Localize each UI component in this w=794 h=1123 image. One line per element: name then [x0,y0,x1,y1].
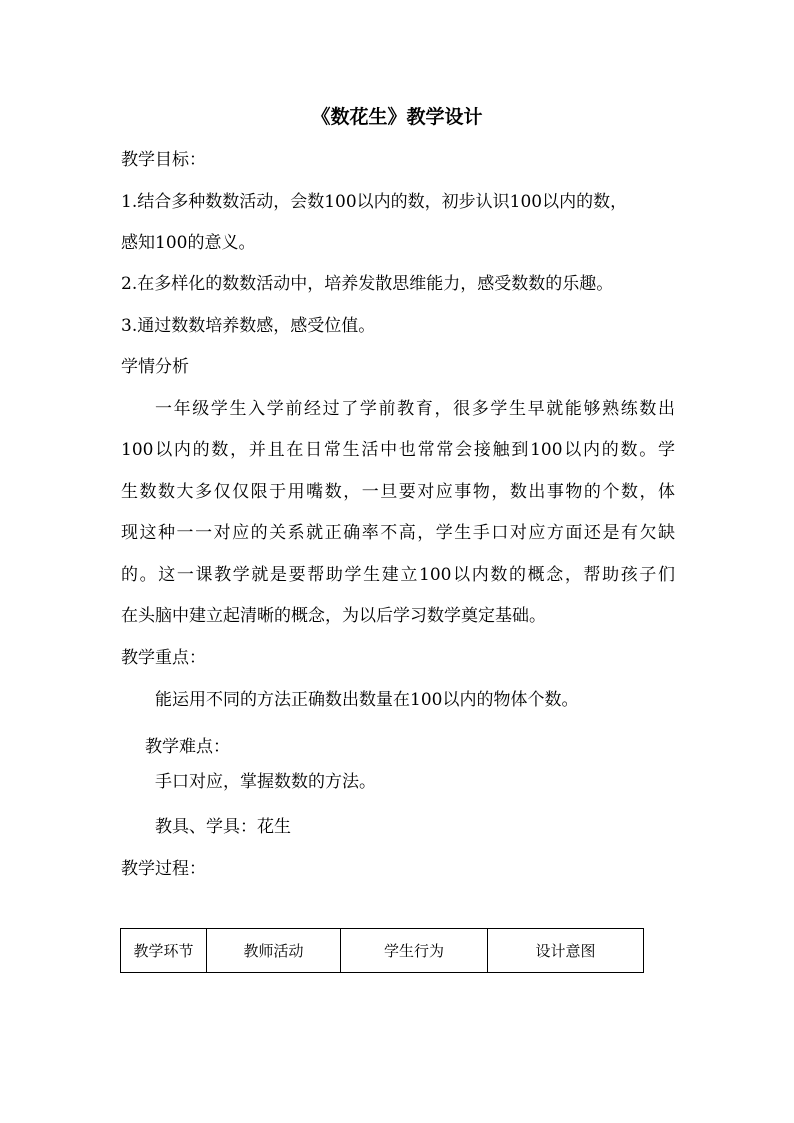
process-heading: 教学过程： [121,859,206,879]
difficulty-heading: 教学难点： [145,737,230,757]
objective-item-1-line-2: 感知100的意义。 [121,233,256,253]
objective-item-1-line-1: 1.结合多种数数活动，会数100以内的数，初步认识100以内的数， [121,192,628,212]
column-header-design-intent: 设计意图 [488,929,644,973]
document-title: 《数花生》教学设计 [311,106,483,128]
analysis-line-4: 现这种一一对应的关系就正确率不高，学生手口对应方面还是有欠缺 [121,523,675,543]
key-point-text: 能运用不同的方法正确数出数量在100以内的物体个数。 [155,690,579,710]
analysis-line-1: 一年级学生入学前经过了学前教育，很多学生早就能够熟练数出 [155,399,675,419]
column-header-student-behavior: 学生行为 [341,929,488,973]
process-table-header-row [121,929,644,973]
objective-item-3: 3.通过数数培养数感，感受位值。 [121,316,376,336]
analysis-line-5: 的。这一课教学就是要帮助学生建立100以内数的概念，帮助孩子们 [121,565,675,585]
column-header-teacher-activity: 教师活动 [207,929,341,973]
process-table [120,928,644,973]
objective-item-2: 2.在多样化的数数活动中，培养发散思维能力，感受数数的乐趣。 [121,274,614,294]
difficulty-text: 手口对应，掌握数数的方法。 [155,772,376,792]
analysis-line-6: 在头脑中建立起清晰的概念，为以后学习数学奠定基础。 [121,606,546,626]
key-point-heading: 教学重点： [121,648,206,668]
analysis-line-2: 100以内的数，并且在日常生活中也常常会接触到100以内的数。学 [121,440,675,460]
analysis-heading: 学情分析 [121,357,189,377]
objectives-heading: 教学目标： [121,150,206,170]
analysis-line-3: 生数数大多仅仅限于用嘴数，一旦要对应事物，数出事物的个数，体 [121,482,675,502]
tools-line: 教具、学具：花生 [155,817,291,837]
column-header-stage: 教学环节 [121,929,207,973]
